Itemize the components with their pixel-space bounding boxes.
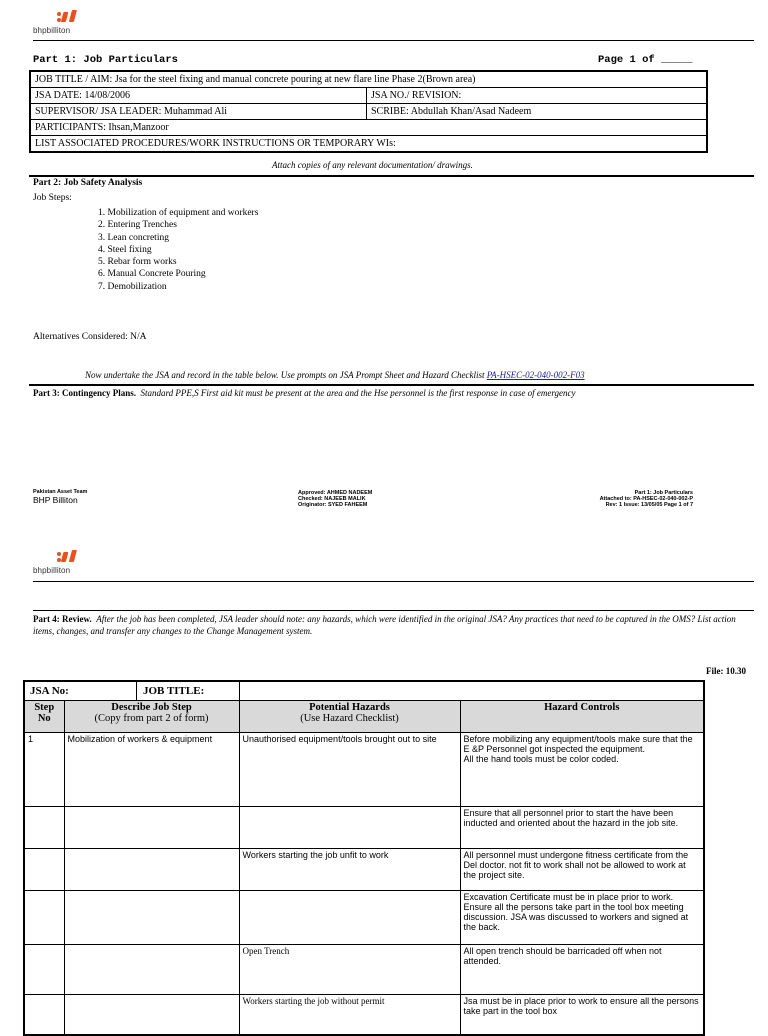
attach-note: Attach copies of any relevant documentation/ drawings. <box>272 160 473 170</box>
logo-brand: bhpbilliton <box>33 26 71 35</box>
step-no <box>24 891 64 945</box>
col-step-b: No <box>37 713 51 724</box>
jsa-no-label: JSA No: <box>25 682 137 700</box>
step-no: 1 <box>24 733 64 807</box>
control-text: Before mobilizing any equipment/tools make sure that the E &P Personnel got inspected the equipment. <box>463 734 693 754</box>
col-hazards-a: Potential Hazards <box>309 702 390 713</box>
table-row <box>24 733 704 807</box>
step-describe <box>64 891 239 945</box>
step-hazard: Workers starting the job unfit to work <box>239 849 460 891</box>
job-particulars-table <box>29 70 708 153</box>
step-control <box>460 733 704 807</box>
footer-left <box>33 489 87 505</box>
col-hazards-header <box>239 701 460 733</box>
footer-rev: Rev: 1 Issue: 13/05/05 Page 1 of 7 <box>605 502 693 508</box>
job-title-label: JOB TITLE: <box>143 685 205 697</box>
page-count: Page 1 of _____ <box>598 54 693 66</box>
step-describe <box>64 807 239 849</box>
header-rule-page2 <box>33 581 754 582</box>
step-control: All personnel must undergone fitness certificate from the Del doctor. not fit to work shall not be allowed to work at the project site. <box>460 849 704 891</box>
table-row <box>24 945 704 995</box>
col-controls-header: Hazard Controls <box>460 701 704 733</box>
bhp-logo <box>33 10 93 40</box>
col-step-a: Step <box>34 702 55 713</box>
job-steps-list <box>98 207 258 293</box>
bhp-logo-page2 <box>33 550 93 580</box>
step-no <box>24 995 64 1035</box>
step-control: Jsa must be in place prior to work to ensure all the persons take part in the tool box <box>460 995 704 1035</box>
job-steps-label: Job Steps: <box>33 193 72 203</box>
job-step: 4. Steel fixing <box>98 244 152 255</box>
step-hazard: Open Trench <box>239 945 460 995</box>
table-row <box>24 891 704 945</box>
job-step: 5. Rebar form works <box>98 257 177 268</box>
step-describe <box>64 995 239 1035</box>
alternatives-considered: Alternatives Considered: N/A <box>33 332 147 342</box>
bhp-logo-mark-icon <box>55 550 95 564</box>
step-describe: Mobilization of workers & equipment <box>64 733 239 807</box>
step-hazard <box>239 807 460 849</box>
footer-team: Pakistan Asset Team <box>33 489 88 495</box>
logo-brand: bhpbilliton <box>33 566 71 575</box>
table-row <box>24 995 704 1035</box>
footer-approved: Approved: AHMED NADEEM <box>298 490 373 496</box>
step-hazard: Unauthorised equipment/tools brought out to site <box>239 733 460 807</box>
part1-title: Part 1: Job Particulars <box>33 54 178 66</box>
step-hazard: Workers starting the job without permit <box>239 995 460 1035</box>
footer-checked: Checked: NAJEEB MALIK <box>298 496 366 502</box>
part2-title: Part 2: Job Safety Analysis <box>33 178 143 188</box>
supervisor-cell: SUPERVISOR/ JSA LEADER: Muhammad Ali <box>30 104 367 120</box>
table-row <box>24 849 704 891</box>
bhp-logo-mark-icon <box>55 10 95 24</box>
job-title-value <box>239 681 704 701</box>
part4-section <box>33 613 753 637</box>
hazard-checklist-link[interactable]: PA-HSEC-02-040-002-F03 <box>486 370 585 380</box>
step-no <box>24 945 64 995</box>
undertake-note <box>85 370 585 380</box>
col-hazards-b: (Use Hazard Checklist) <box>300 713 399 724</box>
job-step: 6. Manual Concrete Pouring <box>98 269 206 280</box>
table-row <box>24 807 704 849</box>
footer-originator: Originator: SYED FAHEEM <box>298 502 368 508</box>
header-rule <box>33 40 754 41</box>
col-describe-header <box>64 701 239 733</box>
job-title-cell: JOB TITLE / AIM: Jsa for the steel fixing and manual concrete pouring at new flare line Phase 2(Brown area) <box>30 71 707 88</box>
part4-text: After the job has been completed, JSA leader should note: any hazards, which were identified in the original JSA? Any practices that need to be captured in the OMS? List action items, changes, and transfer any changes to the Change Management system. <box>33 614 736 636</box>
footer-attached: Attached to: PA-HSEC-02-040-002-P <box>599 496 693 502</box>
part3-rule <box>29 384 754 386</box>
step-control: All open trench should be barricaded off when not attended. <box>460 945 704 995</box>
step-control: Excavation Certificate must be in place prior to work. Ensure all the persons take part in the tool box meeting discussion. JSA was discussed to workers and signed at the back. <box>460 891 704 945</box>
step-hazard <box>239 891 460 945</box>
part3-title: Part 3: Contingency Plans. <box>33 388 136 398</box>
footer-company: BHP Billiton <box>33 495 78 505</box>
col-step-header <box>24 701 64 733</box>
jsa-no-header <box>24 681 239 701</box>
file-number: File: 10.30 <box>706 666 746 676</box>
footer-part: Part 1: Job Particulars <box>634 490 693 496</box>
hazard-table <box>23 680 705 1036</box>
step-control: Ensure that all personnel prior to start the have been inducted and oriented about the hazard in the job site. <box>460 807 704 849</box>
participants-cell: PARTICIPANTS: Ihsan,Manzoor <box>30 120 707 136</box>
control-text-2: All the hand tools must be color coded. <box>463 754 619 764</box>
job-step: 7. Demobilization <box>98 281 167 292</box>
part3-section <box>33 388 576 398</box>
col-describe-a: Describe Job Step <box>111 702 192 713</box>
footer-middle <box>298 490 372 508</box>
footer-right <box>600 490 693 508</box>
part4-title: Part 4: Review. <box>33 614 92 624</box>
col-describe-b: (Copy from part 2 of form) <box>94 713 209 724</box>
undertake-text: Now undertake the JSA and record in the table below. Use prompts on JSA Prompt Sheet and Hazard Checklist <box>85 370 487 380</box>
job-step: 2. Entering Trenches <box>98 220 177 231</box>
part2-rule <box>29 175 754 177</box>
part4-rule <box>33 610 754 611</box>
step-no <box>24 807 64 849</box>
step-describe <box>64 945 239 995</box>
jsa-no-cell: JSA NO./ REVISION: <box>367 88 708 104</box>
scribe-cell: SCRIBE: Abdullah Khan/Asad Nadeem <box>367 104 708 120</box>
part3-text: Standard PPE,S First aid kit must be present at the area and the Hse personnel is the first response in case of emergency <box>140 388 576 398</box>
step-no <box>24 849 64 891</box>
job-step: 3. Lean concreting <box>98 232 169 243</box>
step-describe <box>64 849 239 891</box>
procedures-cell: LIST ASSOCIATED PROCEDURES/WORK INSTRUCTIONS OR TEMPORARY WIs: <box>30 136 707 153</box>
jsa-date-cell: JSA DATE: 14/08/2006 <box>30 88 367 104</box>
job-step: 1. Mobilization of equipment and workers <box>98 208 259 218</box>
